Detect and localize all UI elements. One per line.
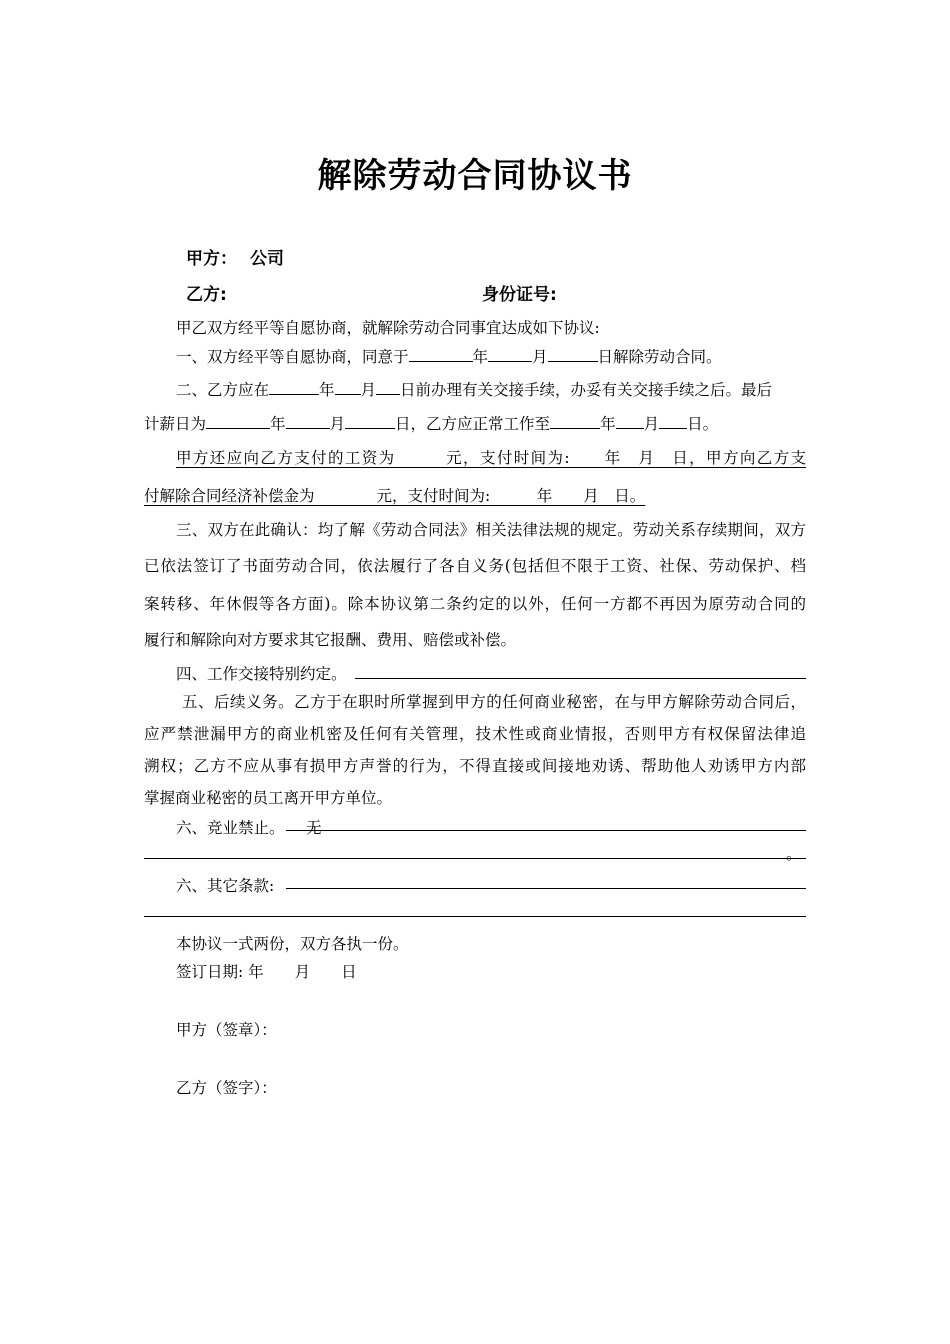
non-compete-label: 六、竞业禁止。 bbox=[176, 819, 285, 837]
other-terms-label: 六、其它条款: bbox=[176, 877, 275, 895]
blank-month bbox=[616, 412, 644, 429]
last-pay-day-label: 计薪日为 bbox=[144, 415, 207, 433]
clause-5-line-2: 应严禁泄漏甲方的商业机密及任何有关管理，技术性或商业情报，否则甲方有权保留法律追 bbox=[144, 725, 806, 743]
month-label: 月 bbox=[532, 348, 548, 366]
clause-3-line-1: 三、双方在此确认：均了解《劳动合同法》相关法律法规的规定。劳动关系存续期间，双方 bbox=[176, 521, 806, 539]
year-label: 年 bbox=[319, 381, 335, 399]
work-until-label: 日，乙方应正常工作至 bbox=[395, 415, 551, 433]
party-a-signature: 甲方（签章）： bbox=[176, 1021, 277, 1039]
clause-3-line-2: 已依法签订了书面劳动合同，依法履行了各自义务(包括但不限于工资、社保、劳动保护、档 bbox=[144, 557, 806, 575]
blank-day bbox=[376, 378, 400, 395]
document-title: 解除劳动合同协议书 bbox=[317, 156, 633, 196]
intro-text: 甲乙双方经平等自愿协商，就解除劳动合同事宜达成如下协议: bbox=[176, 319, 600, 337]
id-number-label: 身份证号: bbox=[482, 285, 557, 305]
other-terms-line bbox=[286, 888, 806, 889]
clause-2-line-2 bbox=[144, 412, 718, 434]
clause-5-line-1: 五、后续义务。乙方于在职时所掌握到甲方的任何商业秘密，在与甲方解除劳动合同后， bbox=[182, 693, 806, 711]
clause-1-end: 日解除劳动合同。 bbox=[597, 348, 722, 366]
year-label: 年 bbox=[472, 348, 489, 366]
compensation-line: 付解除合同经济补偿金为 元，支付时间为: 年 月 日。 bbox=[144, 487, 646, 505]
sign-date: 签订日期: 年 月 日 bbox=[176, 963, 357, 981]
blank-day bbox=[659, 412, 687, 429]
non-compete-value: 无 bbox=[306, 819, 322, 837]
non-compete-period: 。 bbox=[786, 845, 802, 863]
clause-1-text: 一、双方经平等自愿协商，同意于 bbox=[176, 348, 409, 366]
party-b-label: 乙方: bbox=[186, 285, 227, 305]
month-label: 月 bbox=[643, 415, 660, 433]
blank-year bbox=[206, 412, 270, 429]
clause-5-line-4: 掌握商业秘密的员工离开甲方单位。 bbox=[144, 789, 393, 807]
day-label: 日。 bbox=[687, 415, 719, 433]
clause-5-line-3: 溯权；乙方不应从事有损甲方声誉的行为，不得直接或间接地劝诱、帮助他人劝诱甲方内部 bbox=[144, 757, 806, 775]
blank-year bbox=[550, 412, 600, 429]
blank-day bbox=[345, 412, 395, 429]
party-a-label: 甲方： bbox=[186, 249, 237, 269]
copies-note: 本协议一式两份，双方各执一份。 bbox=[176, 935, 409, 953]
month-label: 月 bbox=[329, 415, 346, 433]
clause-1 bbox=[176, 345, 722, 367]
non-compete-line bbox=[286, 830, 806, 831]
blank-month bbox=[286, 412, 330, 429]
other-terms-line-2 bbox=[144, 916, 806, 917]
clause-4-blank-line bbox=[355, 678, 806, 679]
clause-4-label: 四、工作交接特别约定。 bbox=[176, 665, 347, 683]
blank-day bbox=[548, 345, 598, 362]
non-compete-line-2 bbox=[144, 858, 806, 859]
blank-year bbox=[409, 345, 473, 362]
blank-year bbox=[269, 378, 319, 395]
wage-payment-line: 甲方还应向乙方支付的工资为 元，支付时间为: 年 月 日，甲方向乙方支 bbox=[176, 449, 806, 467]
clause-2-text: 二、乙方应在 bbox=[176, 381, 270, 399]
party-a-value: 公司 bbox=[250, 249, 284, 269]
year-label: 年 bbox=[600, 415, 616, 433]
clause-3-line-3: 案转移、年休假等各方面)。除本协议第二条约定的以外，任何一方都不再因为原劳动合同的 bbox=[144, 595, 806, 613]
month-label: 月 bbox=[360, 381, 377, 399]
blank-month bbox=[488, 345, 532, 362]
clause-2-line-1 bbox=[176, 378, 772, 400]
blank-month bbox=[335, 378, 361, 395]
clause-3-line-4: 履行和解除向对方要求其它报酬、费用、赔偿或补偿。 bbox=[144, 631, 517, 649]
clause-2-text-cont: 日前办理有关交接手续，办妥有关交接手续之后。最后 bbox=[400, 381, 773, 399]
party-b-signature: 乙方（签字）： bbox=[176, 1079, 277, 1097]
year-label: 年 bbox=[270, 415, 286, 433]
